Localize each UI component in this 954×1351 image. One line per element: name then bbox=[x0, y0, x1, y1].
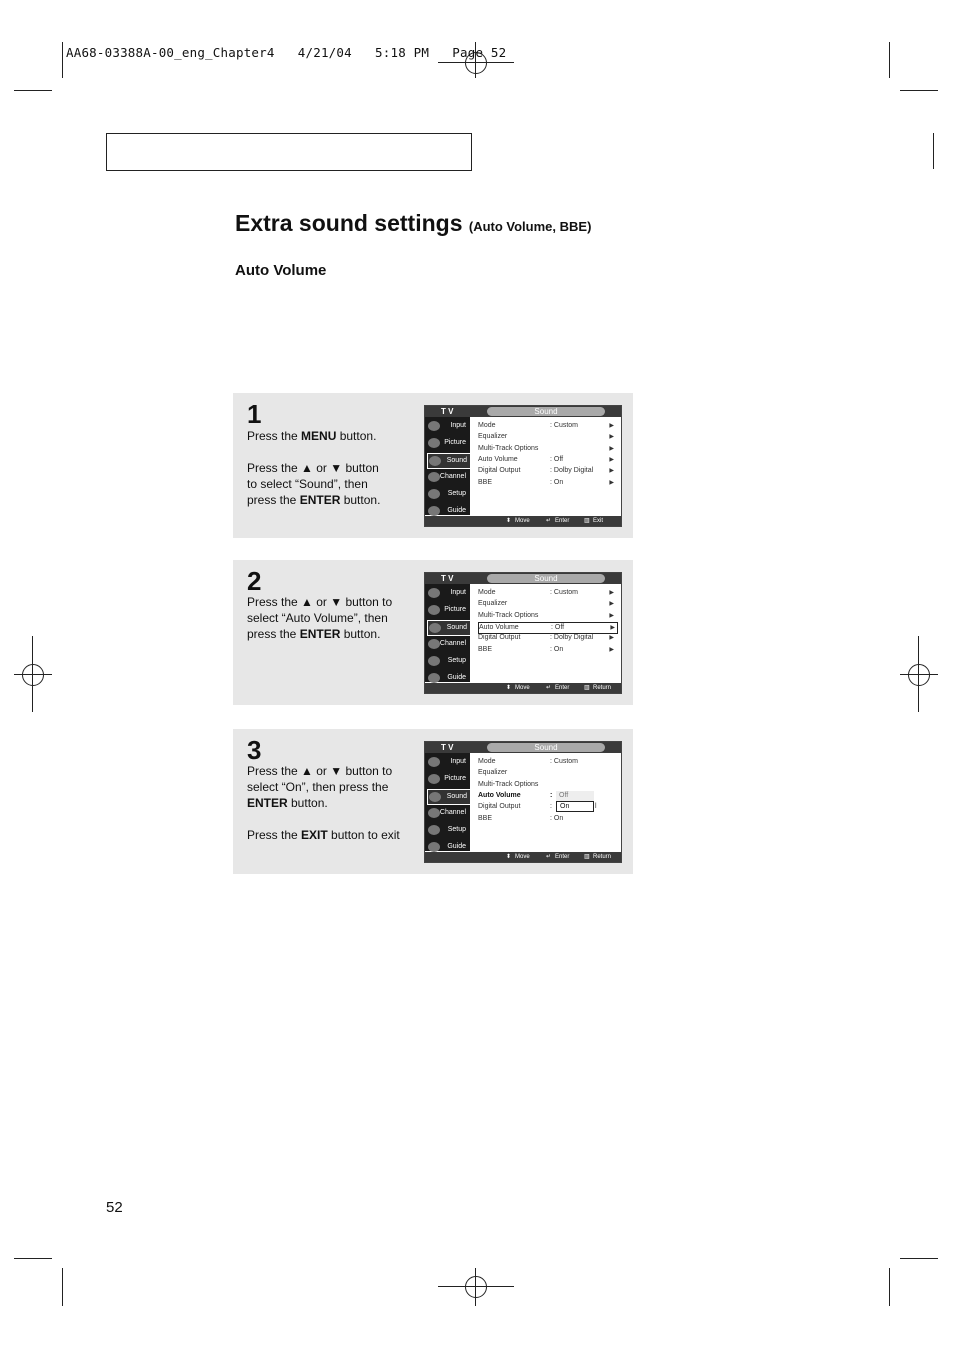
osd-sound-tab: Sound bbox=[487, 743, 605, 752]
instruction-line: select “Auto Volume”, then bbox=[247, 611, 388, 625]
instruction-line: Press the ▲ or ▼ button to bbox=[247, 595, 393, 609]
arrow-right-icon: ▶ bbox=[609, 612, 614, 619]
osd-row-value: : bbox=[550, 803, 552, 811]
osd-side-label: Guide bbox=[447, 507, 466, 514]
osd-side-item-setup[interactable] bbox=[427, 654, 469, 668]
osd-row-value: : Dolby Digital bbox=[550, 467, 594, 475]
osd-row-mode[interactable]: Mode : Custom ▶ bbox=[478, 422, 614, 429]
osd-side-label: Input bbox=[450, 589, 466, 596]
osd-row-value: : Off bbox=[550, 455, 564, 463]
osd-row-value: : Custom bbox=[550, 758, 579, 765]
osd-row-auto-volume[interactable]: Auto Volume : Off ▶ bbox=[478, 622, 618, 634]
osd-row-multi-track-options[interactable]: Multi-Track Options ▶ bbox=[478, 444, 614, 452]
osd-side-item-picture[interactable] bbox=[427, 436, 469, 450]
osd-row-value: : bbox=[550, 791, 553, 799]
osd-side-item-setup[interactable] bbox=[427, 487, 469, 501]
menu-icon: ▥ bbox=[584, 854, 590, 860]
instruction-line: Press the EXIT button to exit bbox=[247, 828, 400, 842]
instruction-line: ENTER button. bbox=[247, 796, 328, 810]
guide-icon bbox=[428, 842, 440, 852]
osd-side-label: Picture bbox=[444, 439, 466, 446]
osd-row-mode[interactable]: Mode : Custom ▶ bbox=[478, 589, 614, 596]
page-title bbox=[235, 210, 591, 237]
step-instructions bbox=[247, 428, 417, 508]
osd-side-item-picture[interactable] bbox=[427, 772, 469, 786]
step-number: 3 bbox=[247, 735, 262, 765]
osd-row-digital-output[interactable]: Digital Output : Dolby Digital ▶ bbox=[478, 634, 614, 642]
chapter-box bbox=[106, 133, 472, 171]
section-title: Auto Volume bbox=[235, 262, 327, 279]
osd-row-auto-volume[interactable]: Auto Volume : Off ▶ bbox=[478, 455, 614, 463]
osd-row-digital-output[interactable]: Digital Output : Dolby Digital ▶ bbox=[478, 467, 614, 475]
step-number: 2 bbox=[247, 566, 262, 596]
instruction-keyword: ENTER bbox=[299, 493, 341, 507]
osd-peek-text: l bbox=[595, 803, 597, 811]
tv-menu-screen bbox=[424, 741, 622, 863]
instruction-keyword: ENTER bbox=[247, 796, 288, 810]
osd-side-label: Picture bbox=[444, 775, 466, 782]
osd-row-bbe[interactable]: BBE : On ▶ bbox=[478, 478, 614, 486]
osd-hint-enter: Enter bbox=[555, 685, 570, 691]
instruction-line: press the ENTER button. bbox=[247, 627, 381, 641]
osd-row-value: : Custom bbox=[550, 422, 579, 429]
tv-menu-screen bbox=[424, 405, 622, 527]
menu-icon: ▥ bbox=[584, 685, 590, 691]
instruction-line bbox=[247, 444, 417, 460]
osd-row-bbe[interactable]: BBE : On ▶ bbox=[478, 645, 614, 653]
enter-icon: ↵ bbox=[546, 685, 552, 691]
osd-side-item-input[interactable] bbox=[427, 755, 469, 769]
osd-side-label: Channel bbox=[439, 640, 466, 647]
osd-row-equalizer[interactable]: Equalizer ▶ bbox=[478, 600, 614, 608]
osd-tv-label: T V bbox=[441, 407, 454, 416]
instruction-line: select “On”, then press the bbox=[247, 780, 389, 794]
osd-side-item-channel[interactable] bbox=[427, 806, 469, 820]
channel-icon bbox=[428, 639, 440, 649]
osd-side-label: Sound bbox=[446, 457, 467, 464]
instruction-keyword: EXIT bbox=[301, 828, 328, 842]
instruction-keyword: ENTER bbox=[299, 627, 341, 641]
input-icon bbox=[428, 757, 440, 767]
osd-side-item-channel[interactable] bbox=[427, 637, 469, 651]
menu-icon: ▥ bbox=[584, 518, 590, 524]
setup-icon bbox=[428, 489, 440, 499]
enter-icon: ↵ bbox=[546, 854, 552, 860]
guide-icon bbox=[428, 673, 440, 683]
instruction-line: Press the ▲ or ▼ button to bbox=[247, 764, 393, 778]
tv-menu-screen bbox=[424, 572, 622, 694]
step-instructions bbox=[247, 763, 417, 843]
osd-option-off[interactable]: Off bbox=[556, 791, 594, 801]
channel-icon bbox=[428, 472, 440, 482]
setup-icon bbox=[428, 825, 440, 835]
osd-sound-tab: Sound bbox=[487, 574, 605, 583]
osd-side-label: Guide bbox=[447, 843, 466, 850]
osd-side-item-channel[interactable] bbox=[427, 470, 469, 484]
arrow-right-icon: ▶ bbox=[609, 456, 614, 463]
osd-side-item-sound[interactable] bbox=[427, 453, 471, 469]
arrow-right-icon: ▶ bbox=[609, 646, 614, 653]
updown-icon: ⬍ bbox=[506, 518, 512, 524]
arrow-right-icon: ▶ bbox=[609, 601, 614, 608]
instruction-line: to select “Sound”, then bbox=[247, 477, 368, 491]
osd-row-mode[interactable]: Mode : Custom bbox=[478, 758, 579, 765]
osd-bottombar bbox=[425, 852, 621, 862]
step-panel-3 bbox=[233, 729, 633, 874]
osd-side-label: Setup bbox=[447, 490, 466, 497]
arrow-right-icon: ▶ bbox=[609, 423, 614, 429]
osd-hint-enter: Enter bbox=[555, 854, 570, 860]
osd-hint-move: Move bbox=[515, 685, 530, 691]
picture-icon bbox=[428, 605, 440, 615]
osd-row-value: : Dolby Digital bbox=[550, 634, 594, 642]
arrow-right-icon: ▶ bbox=[609, 468, 614, 475]
osd-hint-enter: Enter bbox=[555, 518, 570, 524]
osd-row-auto-volume[interactable]: Auto Volume : bbox=[478, 791, 553, 799]
osd-side-label: Input bbox=[450, 422, 466, 429]
osd-row-bbe[interactable]: BBE : On bbox=[478, 814, 564, 822]
osd-bottombar bbox=[425, 516, 621, 526]
title-main: Extra sound settings bbox=[235, 210, 463, 236]
instruction-keyword: MENU bbox=[301, 429, 337, 443]
input-icon bbox=[428, 421, 440, 431]
osd-side-item-sound[interactable] bbox=[427, 789, 471, 805]
osd-hint-return: Return bbox=[593, 685, 612, 691]
print-header: AA68-03388A-00_eng_Chapter4 4/21/04 5:18 PM Page 52 bbox=[66, 45, 507, 60]
osd-side-label: Sound bbox=[446, 624, 467, 631]
arrow-right-icon: ▶ bbox=[609, 434, 614, 441]
instruction-line: Press the ▲ or ▼ button bbox=[247, 461, 379, 475]
setup-icon bbox=[428, 656, 440, 666]
osd-side-label: Channel bbox=[439, 473, 466, 480]
arrow-right-icon: ▶ bbox=[609, 590, 614, 596]
arrow-right-icon: ▶ bbox=[610, 624, 615, 631]
guide-icon bbox=[428, 506, 440, 516]
osd-side-item-input[interactable] bbox=[427, 586, 469, 600]
osd-row-equalizer[interactable]: Equalizer bbox=[478, 769, 508, 777]
instruction-line bbox=[247, 811, 417, 827]
osd-side-label: Setup bbox=[447, 826, 466, 833]
title-sub: (Auto Volume, BBE) bbox=[468, 219, 592, 234]
osd-side-label: Input bbox=[450, 758, 466, 765]
osd-side-item-sound[interactable] bbox=[427, 620, 471, 636]
osd-row-value: : On bbox=[550, 478, 564, 486]
osd-tv-label: T V bbox=[441, 574, 454, 583]
osd-bottombar bbox=[425, 683, 621, 693]
arrow-right-icon: ▶ bbox=[609, 445, 614, 452]
updown-icon: ⬍ bbox=[506, 854, 512, 860]
page-number: 52 bbox=[106, 1199, 123, 1216]
osd-row-equalizer[interactable]: Equalizer ▶ bbox=[478, 433, 614, 441]
osd-row-value: : On bbox=[550, 814, 564, 822]
osd-hint-move: Move bbox=[515, 518, 530, 524]
osd-row-multi-track-options[interactable]: Multi-Track Options bbox=[478, 780, 539, 788]
osd-tv-label: T V bbox=[441, 743, 454, 752]
osd-side-item-picture[interactable] bbox=[427, 603, 469, 617]
osd-side-label: Channel bbox=[439, 809, 466, 816]
picture-icon bbox=[428, 774, 440, 784]
input-icon bbox=[428, 588, 440, 598]
picture-icon bbox=[428, 438, 440, 448]
osd-row-multi-track-options[interactable]: Multi-Track Options ▶ bbox=[478, 611, 614, 619]
instruction-line: press the ENTER button. bbox=[247, 493, 381, 507]
osd-hint-exit: Exit bbox=[593, 518, 604, 524]
arrow-right-icon: ▶ bbox=[609, 635, 614, 642]
osd-hint-move: Move bbox=[515, 854, 530, 860]
step-panel-1 bbox=[233, 393, 633, 538]
osd-row-digital-output[interactable]: Digital Output : bbox=[478, 803, 552, 811]
osd-side-label: Guide bbox=[447, 674, 466, 681]
osd-row-value: : Custom bbox=[550, 589, 579, 596]
enter-icon: ↵ bbox=[546, 518, 552, 524]
sound-icon bbox=[429, 623, 441, 633]
osd-hint-return: Return bbox=[593, 854, 612, 860]
osd-row-value: : Off bbox=[551, 623, 565, 631]
osd-side-item-setup[interactable] bbox=[427, 823, 469, 837]
sound-icon bbox=[429, 792, 441, 802]
osd-side-label: Setup bbox=[447, 657, 466, 664]
step-number: 1 bbox=[247, 399, 262, 429]
instruction-line: Press the MENU button. bbox=[247, 429, 377, 443]
osd-row-value: : On bbox=[550, 645, 564, 653]
osd-side-item-input[interactable] bbox=[427, 419, 469, 433]
channel-icon bbox=[428, 808, 440, 818]
osd-sound-tab: Sound bbox=[487, 407, 605, 416]
step-panel-2 bbox=[233, 560, 633, 705]
osd-side-label: Sound bbox=[446, 793, 467, 800]
step-instructions bbox=[247, 594, 417, 642]
osd-option-on[interactable]: On bbox=[556, 801, 594, 812]
sound-icon bbox=[429, 456, 441, 466]
osd-options-popup bbox=[556, 791, 594, 812]
osd-side-label: Picture bbox=[444, 606, 466, 613]
updown-icon: ⬍ bbox=[506, 685, 512, 691]
arrow-right-icon: ▶ bbox=[609, 479, 614, 486]
